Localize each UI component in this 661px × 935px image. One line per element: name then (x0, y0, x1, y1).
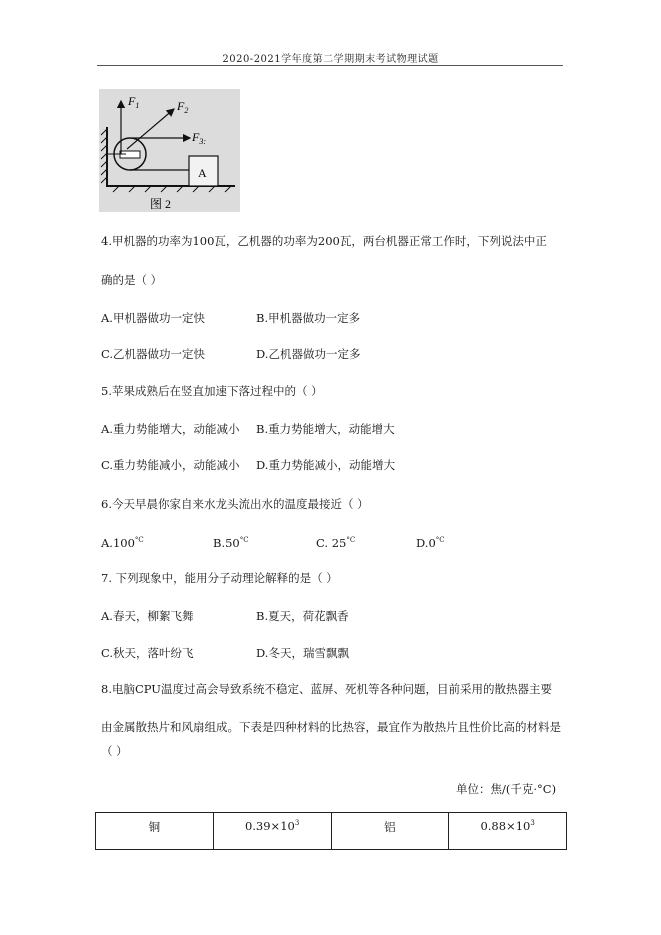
header-rule (97, 65, 563, 66)
q4-option-c: C.乙机器做功一定快 (101, 347, 206, 361)
force-f2-arrow (127, 109, 174, 149)
q7-stem: 7. 下列现象中，能用分子动理论解释的是（ ） (101, 571, 338, 585)
q5-option-c: C.重力势能减小，动能减小 (101, 458, 240, 472)
q4-stem-line2: 确的是（ ） (101, 273, 163, 287)
table-cell-material-1: 铜 (96, 813, 214, 850)
q4-option-d: D.乙机器做功一定多 (256, 347, 361, 361)
table-row (96, 813, 567, 850)
q7-option-d: D.冬天，瑞雪飘飘 (256, 646, 349, 660)
specific-heat-table (95, 812, 567, 850)
q6-option-c: C. $25^{^\circ C}$ (316, 536, 356, 550)
q7-option-b: B.夏天，荷花飘香 (256, 609, 349, 623)
f2-label: $F_2$ (177, 99, 189, 115)
block-label: A (198, 166, 207, 180)
q7-option-c: C.秋天，落叶纷飞 (101, 646, 194, 660)
q4-option-a: A.甲机器做功一定快 (101, 311, 205, 325)
page-header: 2020-2021学年度第二学期期末考试物理试题 (222, 54, 439, 65)
q5-stem: 5.苹果成熟后在竖直加速下落过程中的（ ） (101, 384, 323, 398)
q5-option-a: A.重力势能增大，动能减小 (101, 422, 240, 436)
physics-figure (99, 89, 240, 212)
q6-stem: 6.今天早晨你家自来水龙头流出水的温度最接近（ ） (101, 497, 369, 511)
q6-option-a: $A.100^{^\circ C}$ (101, 536, 144, 550)
q4-stem-line1: 4.甲机器的功率为100瓦，乙机器的功率为200瓦，两台机器正常工作时，下列说法中正 (101, 234, 547, 248)
figure-caption: 图 2 (150, 197, 172, 211)
pulley-diagram (99, 89, 240, 212)
q6-option-d: $D.0^{^\circ C}$ (416, 536, 445, 550)
table-cell-material-2: 铝 (331, 813, 449, 850)
q8-stem-line3: （ ） (101, 744, 128, 758)
q7-option-a: A.春天，柳絮飞舞 (101, 609, 194, 623)
table-cell-value-2: $0.88\times 10^3$ (449, 813, 567, 850)
q8-stem-line1: 8.电脑CPU温度过高会导致系统不稳定、蓝屏、死机等各种问题，目前采用的散热器主要 (101, 682, 552, 696)
q5-option-d: D.重力势能减小，动能增大 (256, 458, 395, 472)
f1-label: $F_1$ (128, 94, 140, 110)
q5-option-b: B.重力势能增大，动能增大 (256, 422, 395, 436)
q6-option-b: $B.50^{^\circ C}$ (213, 536, 249, 550)
f3-label: $F_{3:}$ (192, 130, 207, 146)
q8-unit-label: 单位：焦/(千克·°C) (456, 782, 557, 796)
q4-option-b: B.甲机器做功一定多 (256, 311, 361, 325)
q8-stem-line2: 由金属散热片和风扇组成。下表是四种材料的比热容，最宜作为散热片且性价比高的材料是 (101, 720, 561, 734)
table-cell-value-1: $0.39\times 10^3$ (213, 813, 331, 850)
